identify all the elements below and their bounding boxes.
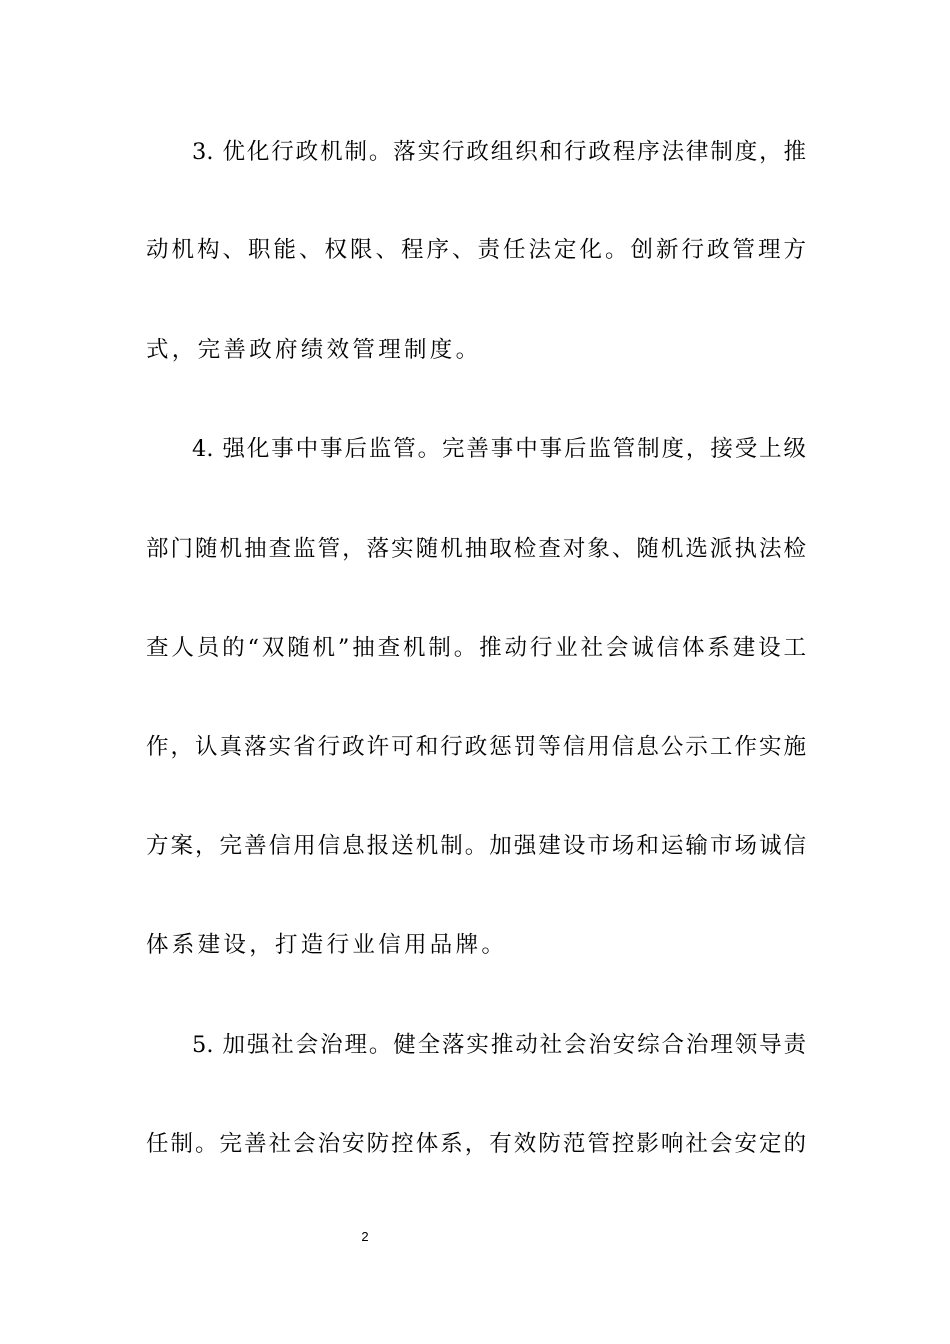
paragraph-4-line-5: 方案，完善信用信息报送机制。加强建设市场和运输市场诚信 xyxy=(146,833,806,859)
paragraph-4-line-1: 4. 强化事中事后监管。完善事中事后监管制度，接受上级 xyxy=(192,436,806,462)
paragraph-5-line-1: 5. 加强社会治理。健全落实推动社会治安综合治理领导责 xyxy=(192,1032,806,1058)
paragraph-5-line-2: 任制。完善社会治安防控体系，有效防范管控影响社会安定的 xyxy=(146,1131,806,1157)
paragraph-3-line-3: 式，完善政府绩效管理制度。 xyxy=(146,337,482,363)
paragraph-4-line-4: 作，认真落实省行政许可和行政惩罚等信用信息公示工作实施 xyxy=(146,734,806,760)
paragraph-4-line-2: 部门随机抽查监管，落实随机抽取检查对象、随机选派执法检 xyxy=(146,536,806,562)
page-number: 2 xyxy=(361,1229,369,1244)
paragraph-3-line-1: 3. 优化行政机制。落实行政组织和行政程序法律制度，推 xyxy=(192,139,806,165)
paragraph-4-line-3: 查人员的“双随机”抽查机制。推动行业社会诚信体系建设工 xyxy=(146,635,806,661)
paragraph-4-line-6: 体系建设，打造行业信用品牌。 xyxy=(146,932,508,958)
paragraph-3-line-2: 动机构、职能、权限、程序、责任法定化。创新行政管理方 xyxy=(146,237,806,263)
